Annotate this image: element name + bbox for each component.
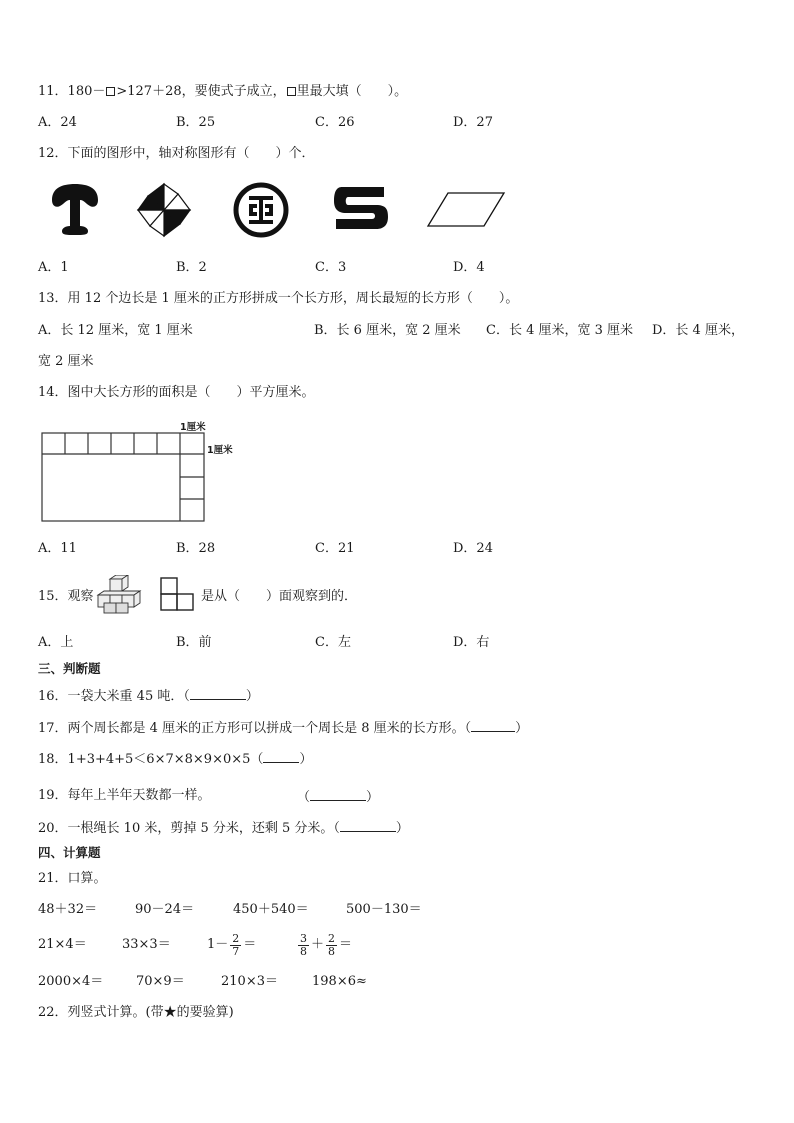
q14-option-c[interactable]: C．21 <box>315 541 355 556</box>
q16: 16．一袋大米重 45 吨．（ ） <box>38 686 259 706</box>
calc-item: 2000×4＝ <box>38 974 104 989</box>
q18: 18．1+3+4+5＜6×7×8×9×0×5（ ） <box>38 749 312 769</box>
q15-option-c[interactable]: C．左 <box>315 635 351 650</box>
fraction: $\frac{2}{8}$ <box>328 931 336 958</box>
q11-option-c[interactable]: C．26 <box>315 115 355 130</box>
q14-label-top: 1厘米 <box>180 422 206 433</box>
q16-answer-blank[interactable] <box>190 686 246 700</box>
q15-option-b[interactable]: B．前 <box>176 635 212 650</box>
calc-item-fraction-1: 1－ $\frac{2}{7}$ ＝ <box>207 931 257 958</box>
q19-answer-blank[interactable] <box>310 787 366 801</box>
q12-option-b[interactable]: B．2 <box>176 260 207 275</box>
q13-option-c[interactable]: C．长 4 厘米，宽 3 厘米 <box>486 323 634 338</box>
box-icon <box>287 87 296 96</box>
q19: 19．每年上半年天数都一样。 <box>38 788 211 803</box>
calc-item: 210×3＝ <box>221 974 278 989</box>
q19-bracket: （ ） <box>297 787 379 807</box>
calc-item-fraction-2: $\frac{3}{8}$ ＋ $\frac{2}{8}$ ＝ <box>300 931 353 958</box>
section-judge-title: 三、判断题 <box>38 661 101 676</box>
q15-cubes-figure <box>96 575 148 615</box>
symbol-bank-logo-icon <box>233 182 289 238</box>
q17-answer-blank[interactable] <box>471 718 515 732</box>
parallelogram-shape-icon <box>426 190 508 230</box>
box-icon <box>106 87 115 96</box>
q18-answer-blank[interactable] <box>263 749 299 763</box>
q12-stem: 12．下面的图形中，轴对称图形有（ ）个． <box>38 146 315 161</box>
calc-item: 21×4＝ <box>38 937 87 952</box>
section-calc-title: 四、计算题 <box>38 845 101 860</box>
q15-stem-post: 是从（ ）面观察到的． <box>201 589 358 604</box>
q14-option-b[interactable]: B．28 <box>176 541 216 556</box>
symbol-anchor-icon <box>48 182 102 236</box>
calc-item: 500－130＝ <box>346 902 422 917</box>
q12-option-a[interactable]: A．1 <box>38 260 69 275</box>
q15-view-figure <box>159 576 197 614</box>
q21-stem: 21．口算。 <box>38 871 107 886</box>
q20: 20．一根绳长 10 米，剪掉 5 分米，还剩 5 分米。（ ） <box>38 818 409 838</box>
q14-option-d[interactable]: D．24 <box>453 541 493 556</box>
q14-rectangle-figure <box>40 431 208 525</box>
calc-item: 450＋540＝ <box>233 902 309 917</box>
q11-option-d[interactable]: D．27 <box>453 115 493 130</box>
q22-stem: 22．列竖式计算。(带★的要验算) <box>38 1005 234 1020</box>
q13-option-b[interactable]: B．长 6 厘米，宽 2 厘米 <box>314 323 461 338</box>
q11-stem: 11．180－ >127＋28，要使式子成立， 里最大填（ ）。 <box>38 84 408 99</box>
fraction: $\frac{3}{8}$ <box>300 931 307 958</box>
q15-option-d[interactable]: D．右 <box>453 635 490 650</box>
q13-stem: 13．用 12 个边长是 1 厘米的正方形拼成一个长方形，周长最短的长方形（ ）。 <box>38 291 519 306</box>
calc-item: 90－24＝ <box>135 902 195 917</box>
q15-option-a[interactable]: A．上 <box>38 635 74 650</box>
q20-answer-blank[interactable] <box>340 818 396 832</box>
q11-option-b[interactable]: B．25 <box>176 115 216 130</box>
symbol-pinwheel-icon <box>136 182 192 238</box>
symbol-s-logo-icon <box>334 185 388 231</box>
q12-option-d[interactable]: D．4 <box>453 260 485 275</box>
q15-stem-pre: 15．观察 <box>38 589 94 604</box>
q13-option-a[interactable]: A．长 12 厘米，宽 1 厘米 <box>38 323 193 338</box>
q13-option-d-cont: 宽 2 厘米 <box>38 354 94 369</box>
q14-option-a[interactable]: A．11 <box>38 541 77 556</box>
calc-item: 198×6≈ <box>312 974 367 989</box>
q14-stem: 14．图中大长方形的面积是（ ）平方厘米。 <box>38 385 315 400</box>
q12-option-c[interactable]: C．3 <box>315 260 347 275</box>
q17: 17．两个周长都是 4 厘米的正方形可以拼成一个周长是 8 厘米的长方形。（ ） <box>38 718 528 738</box>
q14-label-side: 1厘米 <box>207 445 233 456</box>
fraction: $\frac{2}{7}$ <box>232 931 240 958</box>
calc-item: 33×3＝ <box>122 937 171 952</box>
q13-option-d[interactable]: D．长 4 厘米， <box>652 323 744 338</box>
q11-option-a[interactable]: A．24 <box>38 115 77 130</box>
calc-item: 48＋32＝ <box>38 902 98 917</box>
calc-item: 70×9＝ <box>136 974 185 989</box>
